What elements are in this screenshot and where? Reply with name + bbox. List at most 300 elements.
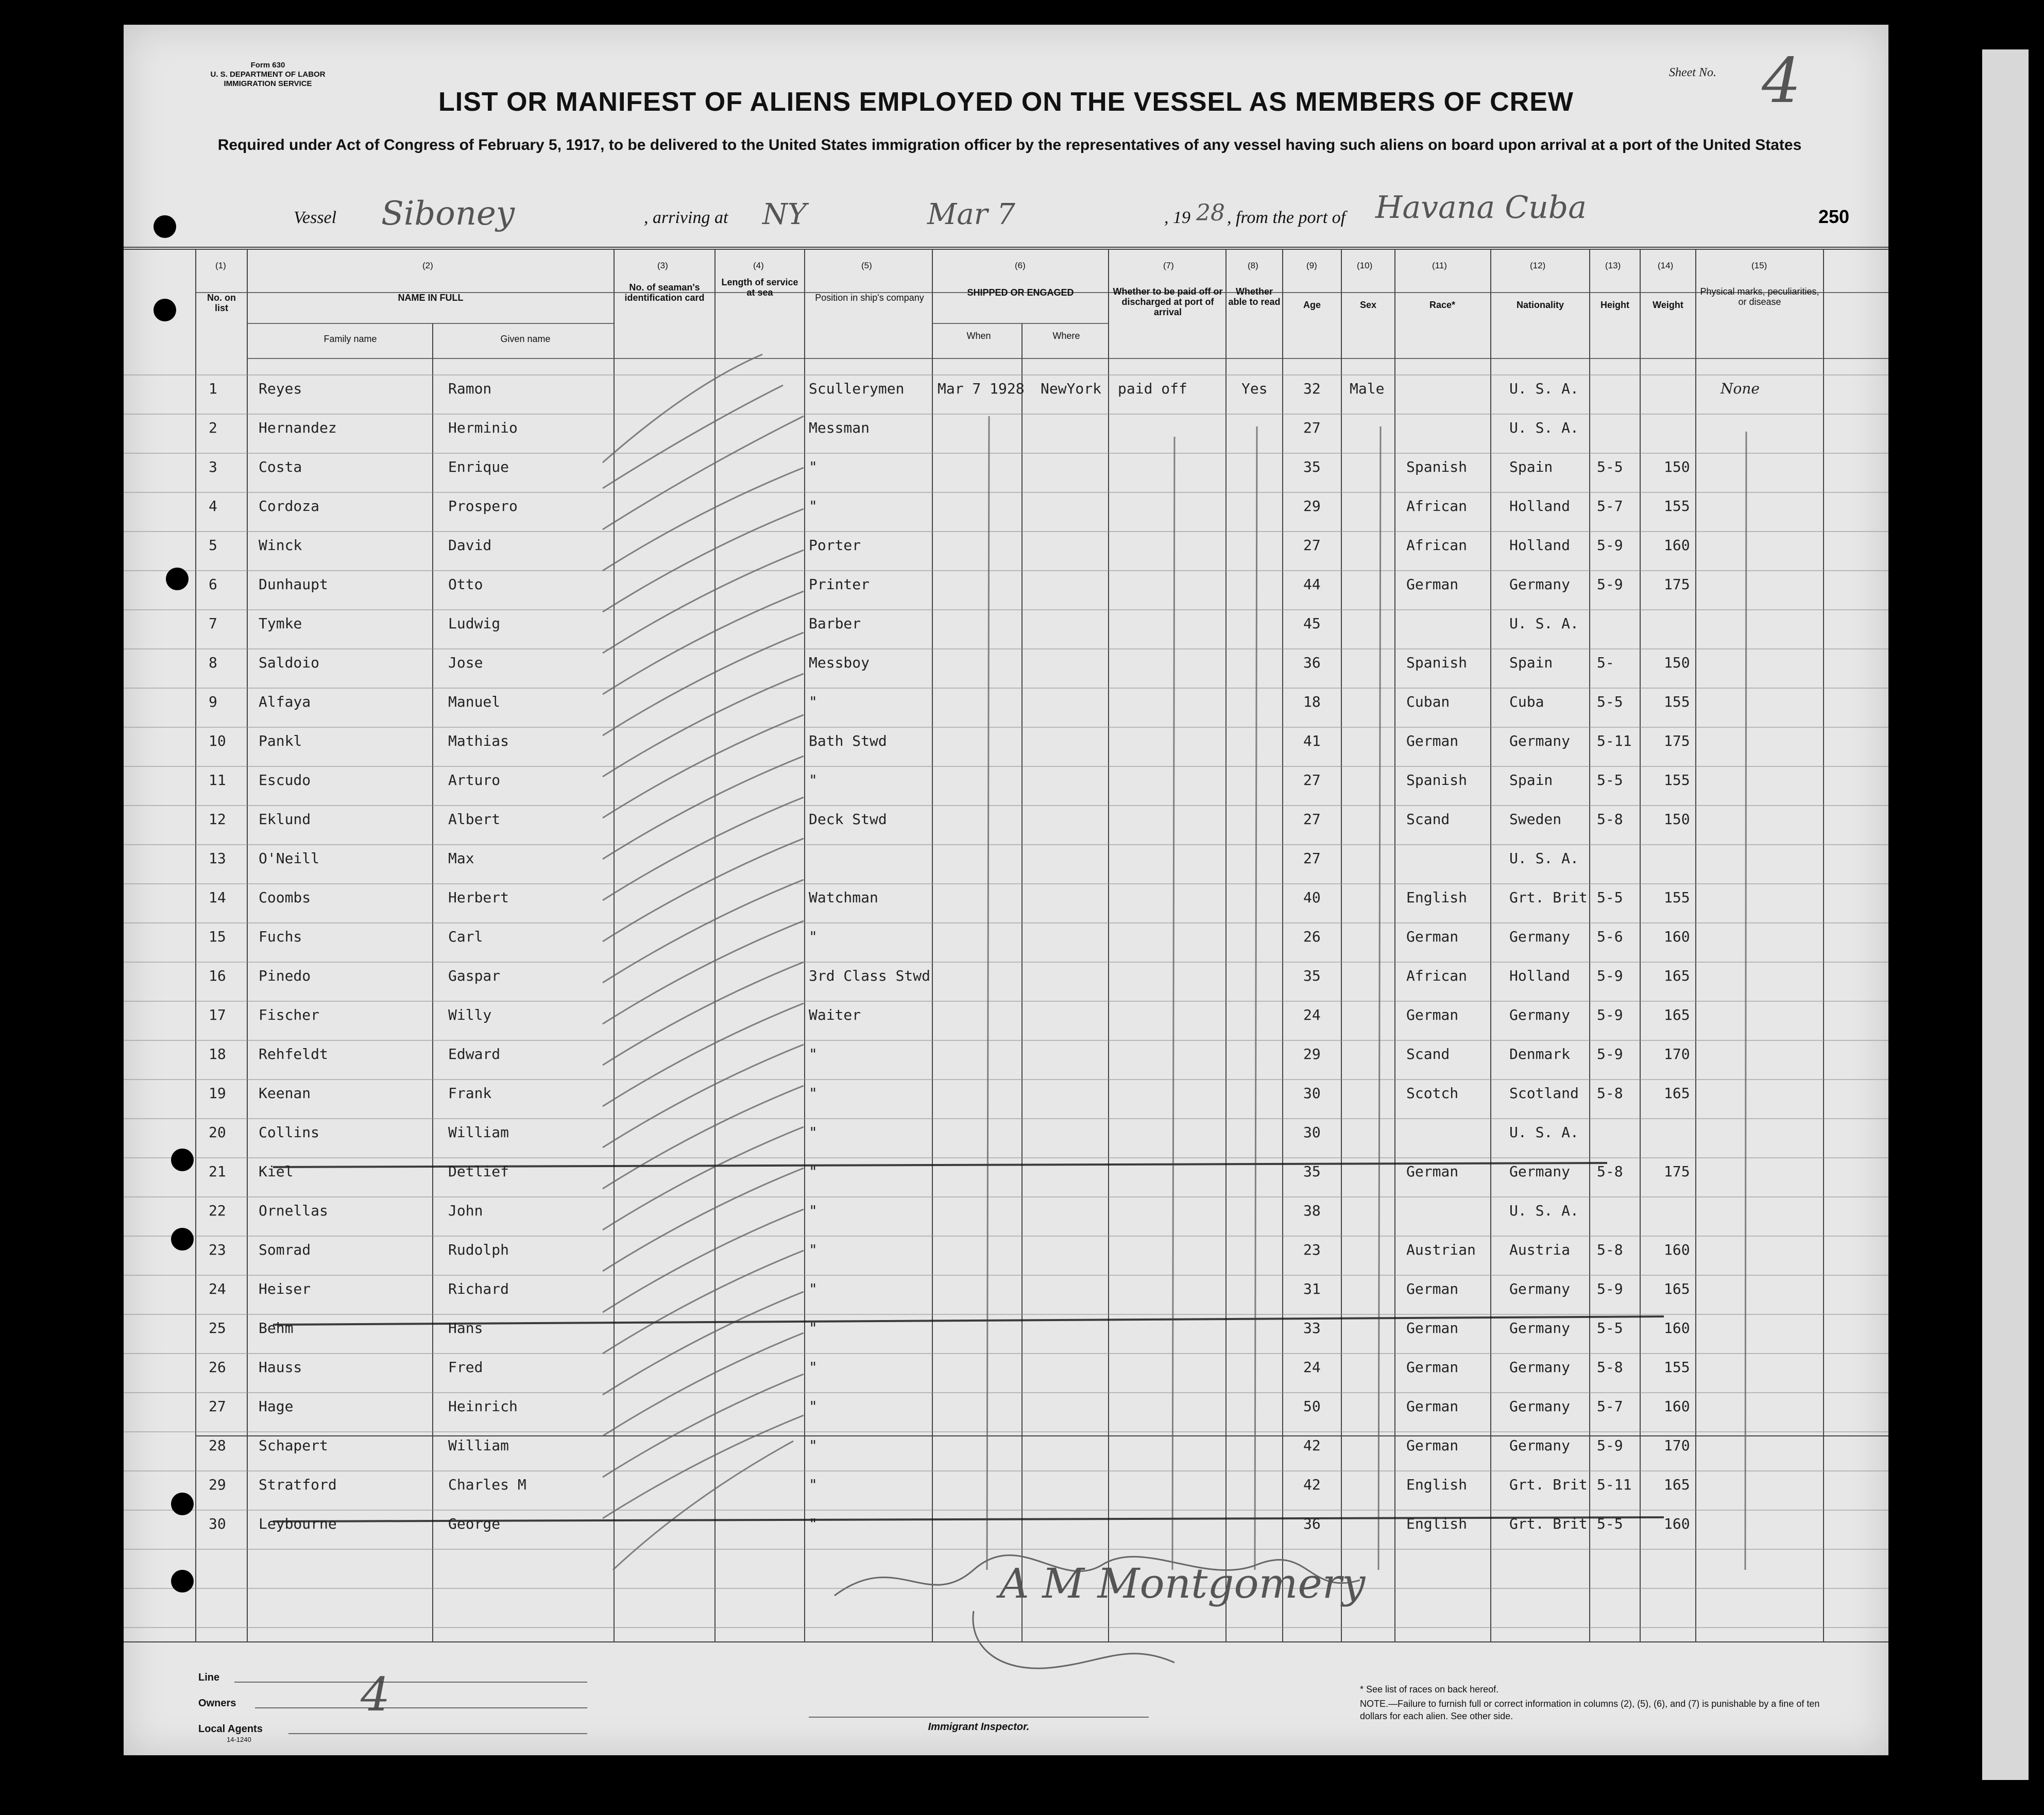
row-7-family-name: Tymke bbox=[259, 615, 302, 632]
row-15-height: 5-6 bbox=[1597, 928, 1623, 945]
row-14-race: English bbox=[1406, 889, 1468, 906]
row-20-nationality: U. S. A. bbox=[1509, 1124, 1579, 1141]
row-22-age: 38 bbox=[1303, 1202, 1321, 1219]
col-num: (6) bbox=[1015, 261, 1026, 270]
col-header-race: Race* bbox=[1429, 300, 1456, 310]
col-num: (10) bbox=[1357, 261, 1373, 270]
row-10-family-name: Pankl bbox=[259, 732, 302, 749]
row-5-race: African bbox=[1406, 537, 1468, 554]
row-24-given-name: Richard bbox=[448, 1280, 509, 1297]
row-27-position: " bbox=[809, 1398, 817, 1415]
row-9-given-name: Manuel bbox=[448, 693, 501, 710]
row-29-family-name: Stratford bbox=[259, 1476, 337, 1493]
row-16-age: 35 bbox=[1303, 967, 1321, 984]
row-15-position: " bbox=[809, 928, 817, 945]
row-19-nationality: Scotland bbox=[1509, 1085, 1579, 1102]
col-header-height: Height bbox=[1600, 300, 1629, 310]
row-28-height: 5-9 bbox=[1597, 1437, 1623, 1454]
row-27-height: 5-7 bbox=[1597, 1398, 1623, 1415]
row-28-weight: 170 bbox=[1664, 1437, 1690, 1454]
row-13-family-name: O'Neill bbox=[259, 850, 320, 867]
row-14-nationality: Grt. Brit bbox=[1509, 889, 1588, 906]
arrival-port: NY bbox=[762, 198, 807, 231]
row-28-age: 42 bbox=[1303, 1437, 1321, 1454]
col-header-sex: Sex bbox=[1359, 300, 1377, 310]
inspector-label: Immigrant Inspector. bbox=[928, 1721, 1030, 1733]
row-19-height: 5-8 bbox=[1597, 1085, 1623, 1102]
row-11-race: Spanish bbox=[1406, 772, 1468, 789]
row-24-position: " bbox=[809, 1280, 817, 1297]
row-17-family-name: Fischer bbox=[259, 1006, 320, 1023]
row-28-family-name: Schapert bbox=[259, 1437, 328, 1454]
row-6-given-name: Otto bbox=[448, 576, 483, 593]
row-6-family-name: Dunhaupt bbox=[259, 576, 328, 593]
row-20-position: " bbox=[809, 1124, 817, 1141]
row-22-family-name: Ornellas bbox=[259, 1202, 328, 1219]
sheet-number: 4 bbox=[1762, 45, 1801, 117]
row-26-age: 24 bbox=[1303, 1359, 1321, 1376]
row-26-race: German bbox=[1406, 1359, 1459, 1376]
row-29-row-number: 29 bbox=[209, 1476, 226, 1493]
row-21-height: 5-8 bbox=[1597, 1163, 1623, 1180]
row-11-weight: 155 bbox=[1664, 772, 1690, 789]
row-21-row-number: 21 bbox=[209, 1163, 226, 1180]
row-3-position: " bbox=[809, 458, 817, 475]
vessel-name: Siboney bbox=[381, 195, 515, 233]
row-1-shipped-where: NewYork bbox=[1041, 380, 1102, 397]
row-29-race: English bbox=[1406, 1476, 1468, 1493]
row-30-weight: 160 bbox=[1664, 1515, 1690, 1532]
row-29-height: 5-11 bbox=[1597, 1476, 1632, 1493]
row-30-row-number: 30 bbox=[209, 1515, 226, 1532]
col-header-nationality: Nationality bbox=[1516, 300, 1564, 310]
row-19-race: Scotch bbox=[1406, 1085, 1459, 1102]
row-10-race: German bbox=[1406, 732, 1459, 749]
row-18-weight: 170 bbox=[1664, 1046, 1690, 1063]
row-20-given-name: William bbox=[448, 1124, 509, 1141]
row-15-race: German bbox=[1406, 928, 1459, 945]
row-1-row-number: 1 bbox=[209, 380, 217, 397]
row-19-weight: 165 bbox=[1664, 1085, 1690, 1102]
row-3-nationality: Spain bbox=[1509, 458, 1553, 475]
row-2-nationality: U. S. A. bbox=[1509, 419, 1579, 436]
row-9-race: Cuban bbox=[1406, 693, 1450, 710]
owners-label: Owners bbox=[198, 1698, 236, 1709]
row-9-family-name: Alfaya bbox=[259, 693, 311, 710]
row-13-age: 27 bbox=[1303, 850, 1321, 867]
row-25-given-name: Hans bbox=[448, 1320, 483, 1337]
row-23-row-number: 23 bbox=[209, 1241, 226, 1258]
row-4-position: " bbox=[809, 498, 817, 515]
row-2-given-name: Herminio bbox=[448, 419, 518, 436]
row-3-family-name: Costa bbox=[259, 458, 302, 475]
row-10-position: Bath Stwd bbox=[809, 732, 887, 749]
row-29-age: 42 bbox=[1303, 1476, 1321, 1493]
col-num: (12) bbox=[1530, 261, 1546, 270]
row-25-position: " bbox=[809, 1320, 817, 1337]
row-18-family-name: Rehfeldt bbox=[259, 1046, 328, 1063]
row-4-nationality: Holland bbox=[1509, 498, 1571, 515]
row-29-position: " bbox=[809, 1476, 817, 1493]
col-num: (4) bbox=[753, 261, 764, 270]
row-24-height: 5-9 bbox=[1597, 1280, 1623, 1297]
row-30-position: " bbox=[809, 1515, 817, 1532]
row-16-height: 5-9 bbox=[1597, 967, 1623, 984]
local-agents-label: Local Agents bbox=[198, 1723, 263, 1735]
row-5-age: 27 bbox=[1303, 537, 1321, 554]
col-num: (3) bbox=[657, 261, 668, 270]
row-27-age: 50 bbox=[1303, 1398, 1321, 1415]
row-30-race: English bbox=[1406, 1515, 1468, 1532]
owners-handwritten-value: 4 bbox=[361, 1668, 390, 1722]
row-24-race: German bbox=[1406, 1280, 1459, 1297]
row-5-given-name: David bbox=[448, 537, 492, 554]
row-12-age: 27 bbox=[1303, 811, 1321, 828]
row-26-position: " bbox=[809, 1359, 817, 1376]
sheet-number-label: Sheet No. bbox=[1669, 66, 1716, 79]
row-3-weight: 150 bbox=[1664, 458, 1690, 475]
col-header-no: No. on list bbox=[207, 293, 236, 313]
row-26-weight: 155 bbox=[1664, 1359, 1690, 1376]
row-21-nationality: Germany bbox=[1509, 1163, 1571, 1180]
row-20-age: 30 bbox=[1303, 1124, 1321, 1141]
row-18-height: 5-9 bbox=[1597, 1046, 1623, 1063]
col-header-id-card: No. of seaman's identification card bbox=[624, 282, 705, 303]
row-4-given-name: Prospero bbox=[448, 498, 518, 515]
row-9-row-number: 9 bbox=[209, 693, 217, 710]
row-26-row-number: 26 bbox=[209, 1359, 226, 1376]
row-2-row-number: 2 bbox=[209, 419, 217, 436]
row-1-age: 32 bbox=[1303, 380, 1321, 397]
row-18-nationality: Denmark bbox=[1509, 1046, 1571, 1063]
row-6-age: 44 bbox=[1303, 576, 1321, 593]
row-17-race: German bbox=[1406, 1006, 1459, 1023]
row-15-weight: 160 bbox=[1664, 928, 1690, 945]
col-header-where: Where bbox=[1052, 331, 1080, 341]
row-19-given-name: Frank bbox=[448, 1085, 492, 1102]
col-header-given-name: Given name bbox=[500, 334, 551, 344]
col-num: (14) bbox=[1658, 261, 1674, 270]
row-18-row-number: 18 bbox=[209, 1046, 226, 1063]
row-11-family-name: Escudo bbox=[259, 772, 311, 789]
row-9-nationality: Cuba bbox=[1509, 693, 1544, 710]
row-19-row-number: 19 bbox=[209, 1085, 226, 1102]
row-28-race: German bbox=[1406, 1437, 1459, 1454]
arrival-date: Mar 7 bbox=[927, 198, 1015, 231]
row-22-nationality: U. S. A. bbox=[1509, 1202, 1579, 1219]
row-27-given-name: Heinrich bbox=[448, 1398, 518, 1415]
row-28-position: " bbox=[809, 1437, 817, 1454]
row-16-nationality: Holland bbox=[1509, 967, 1571, 984]
row-18-age: 29 bbox=[1303, 1046, 1321, 1063]
row-27-race: German bbox=[1406, 1398, 1459, 1415]
row-8-nationality: Spain bbox=[1509, 654, 1553, 671]
page-title: LIST OR MANIFEST OF ALIENS EMPLOYED ON THE VESSEL AS MEMBERS OF CREW bbox=[438, 87, 1574, 117]
row-17-row-number: 17 bbox=[209, 1006, 226, 1023]
row-21-given-name: Detlief bbox=[448, 1163, 509, 1180]
row-25-race: German bbox=[1406, 1320, 1459, 1337]
row-6-weight: 175 bbox=[1664, 576, 1690, 593]
row-3-race: Spanish bbox=[1406, 458, 1468, 475]
row-22-row-number: 22 bbox=[209, 1202, 226, 1219]
row-23-weight: 160 bbox=[1664, 1241, 1690, 1258]
col-header-paid-off: Whether to be paid off or discharged at port of arrival bbox=[1113, 286, 1223, 317]
row-21-position: " bbox=[809, 1163, 817, 1180]
row-11-nationality: Spain bbox=[1509, 772, 1553, 789]
row-17-position: Waiter bbox=[809, 1006, 861, 1023]
penalty-note: NOTE.—Failure to furnish full or correct information in columns (2), (5), (6), and (7) is punishable by a fine of ten dollars for each alien. See other side. bbox=[1360, 1699, 1820, 1721]
row-10-height: 5-11 bbox=[1597, 732, 1632, 749]
col-header-marks: Physical marks, peculiarities, or disease bbox=[1700, 286, 1819, 307]
from-port-label: , from the port of bbox=[1227, 208, 1346, 227]
row-13-row-number: 13 bbox=[209, 850, 226, 867]
row-20-family-name: Collins bbox=[259, 1124, 320, 1141]
vessel-label: Vessel bbox=[294, 208, 337, 227]
row-23-age: 23 bbox=[1303, 1241, 1321, 1258]
page-subtitle: Required under Act of Congress of February 5, 1917, to be delivered to the United States immigration officer by the representatives of any vessel having such aliens on board upon arrival at a port of the United States bbox=[217, 136, 1802, 153]
row-29-given-name: Charles M bbox=[448, 1476, 526, 1493]
row-5-family-name: Winck bbox=[259, 537, 302, 554]
row-3-age: 35 bbox=[1303, 458, 1321, 475]
footer-lines bbox=[124, 25, 1888, 1755]
row-4-family-name: Cordoza bbox=[259, 498, 320, 515]
row-17-given-name: Willy bbox=[448, 1006, 492, 1023]
row-10-given-name: Mathias bbox=[448, 732, 509, 749]
row-30-age: 36 bbox=[1303, 1515, 1321, 1532]
row-1-physical-marks: None bbox=[1721, 380, 1760, 397]
row-16-family-name: Pinedo bbox=[259, 967, 311, 984]
row-23-nationality: Austria bbox=[1509, 1241, 1571, 1258]
row-11-age: 27 bbox=[1303, 772, 1321, 789]
row-13-nationality: U. S. A. bbox=[1509, 850, 1579, 867]
col-num: (8) bbox=[1248, 261, 1258, 270]
row-14-given-name: Herbert bbox=[448, 889, 509, 906]
row-24-weight: 165 bbox=[1664, 1280, 1690, 1297]
row-15-given-name: Carl bbox=[448, 928, 483, 945]
row-5-position: Porter bbox=[809, 537, 861, 554]
row-10-nationality: Germany bbox=[1509, 732, 1571, 749]
page-code: 250 bbox=[1818, 206, 1850, 227]
row-19-family-name: Keenan bbox=[259, 1085, 311, 1102]
row-6-nationality: Germany bbox=[1509, 576, 1571, 593]
row-2-position: Messman bbox=[809, 419, 870, 436]
row-8-family-name: Saldoio bbox=[259, 654, 320, 671]
row-16-given-name: Gaspar bbox=[448, 967, 501, 984]
row-27-family-name: Hage bbox=[259, 1398, 294, 1415]
row-23-race: Austrian bbox=[1406, 1241, 1476, 1258]
row-18-race: Scand bbox=[1406, 1046, 1450, 1063]
row-1-given-name: Ramon bbox=[448, 380, 492, 397]
row-21-age: 35 bbox=[1303, 1163, 1321, 1180]
row-14-height: 5-5 bbox=[1597, 889, 1623, 906]
row-17-age: 24 bbox=[1303, 1006, 1321, 1023]
row-16-weight: 165 bbox=[1664, 967, 1690, 984]
col-header-weight: Weight bbox=[1653, 300, 1683, 310]
row-9-age: 18 bbox=[1303, 693, 1321, 710]
row-23-given-name: Rudolph bbox=[448, 1241, 509, 1258]
row-18-position: " bbox=[809, 1046, 817, 1063]
row-29-nationality: Grt. Brit bbox=[1509, 1476, 1588, 1493]
row-3-row-number: 3 bbox=[209, 458, 217, 475]
row-4-row-number: 4 bbox=[209, 498, 217, 515]
row-14-family-name: Coombs bbox=[259, 889, 311, 906]
row-4-age: 29 bbox=[1303, 498, 1321, 515]
manifest-sheet bbox=[124, 25, 1888, 1755]
row-8-row-number: 8 bbox=[209, 654, 217, 671]
row-8-age: 36 bbox=[1303, 654, 1321, 671]
col-num: (11) bbox=[1432, 261, 1447, 270]
col-num: (9) bbox=[1306, 261, 1317, 270]
row-27-weight: 160 bbox=[1664, 1398, 1690, 1415]
row-5-height: 5-9 bbox=[1597, 537, 1623, 554]
races-note: * See list of races on back hereof. bbox=[1360, 1684, 1499, 1694]
col-num: (7) bbox=[1163, 261, 1174, 270]
row-12-nationality: Sweden bbox=[1509, 811, 1562, 828]
row-8-given-name: Jose bbox=[448, 654, 483, 671]
row-29-weight: 165 bbox=[1664, 1476, 1690, 1493]
row-15-age: 26 bbox=[1303, 928, 1321, 945]
row-14-position: Watchman bbox=[809, 889, 878, 906]
row-23-position: " bbox=[809, 1241, 817, 1258]
row-25-height: 5-5 bbox=[1597, 1320, 1623, 1337]
row-11-position: " bbox=[809, 772, 817, 789]
row-21-race: German bbox=[1406, 1163, 1459, 1180]
row-1-nationality: U. S. A. bbox=[1509, 380, 1579, 397]
row-10-weight: 175 bbox=[1664, 732, 1690, 749]
row-12-position: Deck Stwd bbox=[809, 811, 887, 828]
row-7-position: Barber bbox=[809, 615, 861, 632]
row-25-weight: 160 bbox=[1664, 1320, 1690, 1337]
row-7-given-name: Ludwig bbox=[448, 615, 501, 632]
col-num: (2) bbox=[422, 261, 433, 270]
row-5-nationality: Holland bbox=[1509, 537, 1571, 554]
row-24-age: 31 bbox=[1303, 1280, 1321, 1297]
row-12-row-number: 12 bbox=[209, 811, 226, 828]
form-identifier: Form 630 U. S. DEPARTMENT OF LABOR IMMIGRATION SERVICE bbox=[210, 61, 326, 88]
col-header-service: Length of service at sea bbox=[721, 277, 798, 298]
row-3-height: 5-5 bbox=[1597, 458, 1623, 475]
row-26-family-name: Hauss bbox=[259, 1359, 302, 1376]
row-30-given-name: George bbox=[448, 1515, 501, 1532]
row-6-height: 5-9 bbox=[1597, 576, 1623, 593]
row-8-position: Messboy bbox=[809, 654, 870, 671]
row-28-given-name: William bbox=[448, 1437, 509, 1454]
row-7-nationality: U. S. A. bbox=[1509, 615, 1579, 632]
row-1-paid-off-status: paid off bbox=[1118, 380, 1187, 397]
row-8-height: 5- bbox=[1597, 654, 1614, 671]
row-7-age: 45 bbox=[1303, 615, 1321, 632]
col-header-position: Position in ship's company bbox=[815, 293, 924, 303]
arriving-label: , arriving at bbox=[644, 208, 728, 227]
row-9-height: 5-5 bbox=[1597, 693, 1623, 710]
row-5-weight: 160 bbox=[1664, 537, 1690, 554]
row-21-weight: 175 bbox=[1664, 1163, 1690, 1180]
row-26-height: 5-8 bbox=[1597, 1359, 1623, 1376]
row-19-position: " bbox=[809, 1085, 817, 1102]
row-17-height: 5-9 bbox=[1597, 1006, 1623, 1023]
row-28-nationality: Germany bbox=[1509, 1437, 1571, 1454]
row-8-weight: 150 bbox=[1664, 654, 1690, 671]
row-25-nationality: Germany bbox=[1509, 1320, 1571, 1337]
row-4-race: African bbox=[1406, 498, 1468, 515]
row-4-height: 5-7 bbox=[1597, 498, 1623, 515]
row-10-age: 41 bbox=[1303, 732, 1321, 749]
row-25-family-name: Behm bbox=[259, 1320, 294, 1337]
adjacent-page-edge bbox=[1982, 49, 2029, 1780]
row-11-row-number: 11 bbox=[209, 772, 226, 789]
row-23-height: 5-8 bbox=[1597, 1241, 1623, 1258]
row-24-family-name: Heiser bbox=[259, 1280, 311, 1297]
row-13-given-name: Max bbox=[448, 850, 474, 867]
row-5-row-number: 5 bbox=[209, 537, 217, 554]
row-22-position: " bbox=[809, 1202, 817, 1219]
row-24-nationality: Germany bbox=[1509, 1280, 1571, 1297]
row-15-family-name: Fuchs bbox=[259, 928, 302, 945]
col-header-read: Whether able to read bbox=[1228, 286, 1281, 307]
row-14-age: 40 bbox=[1303, 889, 1321, 906]
col-num: (15) bbox=[1751, 261, 1767, 270]
row-12-height: 5-8 bbox=[1597, 811, 1623, 828]
col-header-age: Age bbox=[1303, 300, 1321, 310]
row-6-position: Printer bbox=[809, 576, 870, 593]
row-21-family-name: Kiel bbox=[259, 1163, 294, 1180]
col-num: (5) bbox=[861, 261, 872, 270]
year-value: 28 bbox=[1196, 200, 1225, 226]
row-1-family-name: Reyes bbox=[259, 380, 302, 397]
col-header-when: When bbox=[966, 331, 991, 341]
inspector-signature: A M Montgomery bbox=[999, 1560, 1366, 1607]
row-22-given-name: John bbox=[448, 1202, 483, 1219]
row-16-row-number: 16 bbox=[209, 967, 226, 984]
row-10-row-number: 10 bbox=[209, 732, 226, 749]
year-label: , 19 bbox=[1164, 208, 1190, 227]
row-7-row-number: 7 bbox=[209, 615, 217, 632]
row-14-weight: 155 bbox=[1664, 889, 1690, 906]
row-12-weight: 150 bbox=[1664, 811, 1690, 828]
row-9-position: " bbox=[809, 693, 817, 710]
row-4-weight: 155 bbox=[1664, 498, 1690, 515]
col-num: (13) bbox=[1605, 261, 1621, 270]
row-26-given-name: Fred bbox=[448, 1359, 483, 1376]
row-6-row-number: 6 bbox=[209, 576, 217, 593]
row-25-age: 33 bbox=[1303, 1320, 1321, 1337]
row-16-position: 3rd Class Stwd bbox=[809, 967, 931, 984]
row-23-family-name: Somrad bbox=[259, 1241, 311, 1258]
row-9-weight: 155 bbox=[1664, 693, 1690, 710]
col-header-shipped: SHIPPED OR ENGAGED bbox=[967, 287, 1074, 298]
col-header-name: NAME IN FULL bbox=[398, 293, 464, 303]
col-header-family-name: Family name bbox=[323, 334, 377, 344]
row-12-given-name: Albert bbox=[448, 811, 501, 828]
row-15-nationality: Germany bbox=[1509, 928, 1571, 945]
row-27-nationality: Germany bbox=[1509, 1398, 1571, 1415]
row-19-age: 30 bbox=[1303, 1085, 1321, 1102]
row-3-given-name: Enrique bbox=[448, 458, 509, 475]
row-12-race: Scand bbox=[1406, 811, 1450, 828]
form-code: 14-1240 bbox=[227, 1736, 251, 1743]
row-30-height: 5-5 bbox=[1597, 1515, 1623, 1532]
row-20-row-number: 20 bbox=[209, 1124, 226, 1141]
row-17-nationality: Germany bbox=[1509, 1006, 1571, 1023]
row-2-age: 27 bbox=[1303, 419, 1321, 436]
line-label: Line bbox=[198, 1672, 220, 1683]
row-11-given-name: Arturo bbox=[448, 772, 501, 789]
row-1-able-to-read: Yes bbox=[1241, 380, 1268, 397]
row-1-sex: Male bbox=[1350, 380, 1385, 397]
row-15-row-number: 15 bbox=[209, 928, 226, 945]
row-25-row-number: 25 bbox=[209, 1320, 226, 1337]
row-17-weight: 165 bbox=[1664, 1006, 1690, 1023]
